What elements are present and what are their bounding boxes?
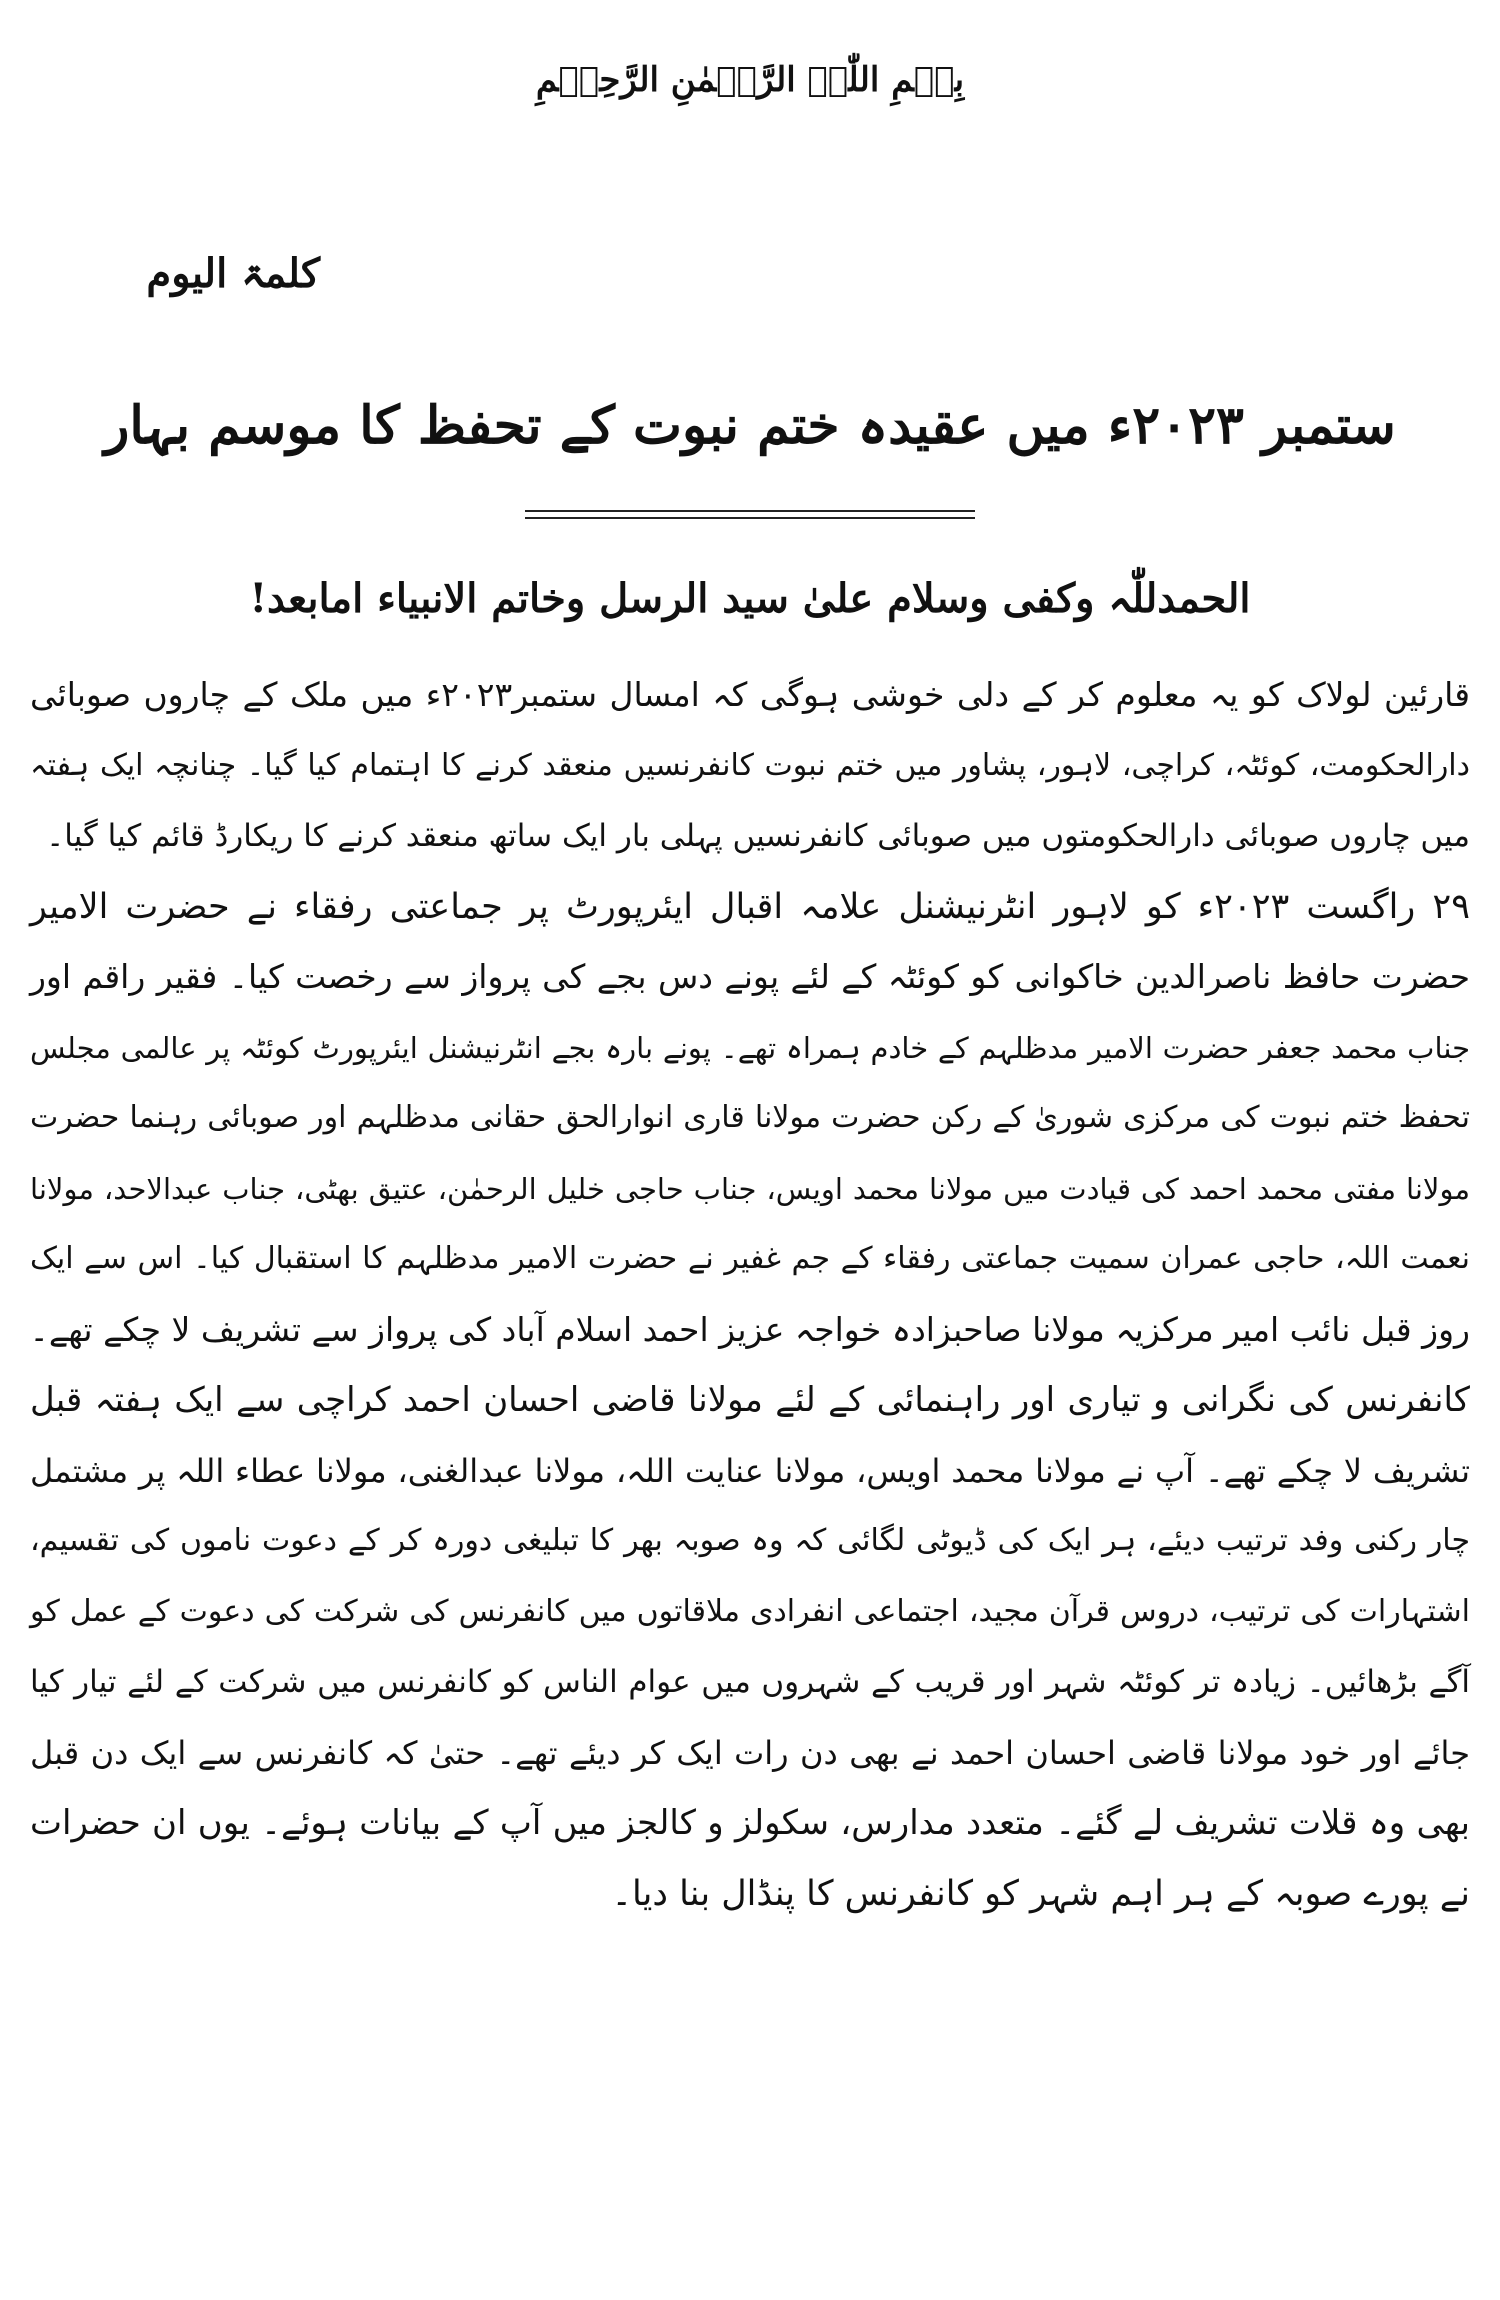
body-line: تحفظ ختم نبوت کی مرکزی شوریٰ کے رکن حضرت مولانا قاری انوارالحق حقانی مدظلہم اور صوبائی رہنما حضرت	[30, 1100, 1470, 1135]
body-line: روز قبل نائب امیر مرکزیہ مولانا صاحبزادہ خواجہ عزیز احمد اسلام آباد کی پرواز سے تشریف لا چکے تھے۔	[29, 1310, 1470, 1349]
body-line: بھی وہ قلات تشریف لے گئے۔ متعدد مدارس، سکولز و کالجز میں آپ کے بیانات ہوئے۔ یوں ان حضرات	[30, 1803, 1470, 1843]
body-line: آگے بڑھائیں۔ زیادہ تر کوئٹہ شہر اور قریب کے شہروں میں عوام الناس کو کانفرنس میں شرکت کے لئے تیار کیا	[30, 1664, 1470, 1700]
body-line: ۲۹ راگست ۲۰۲۳ء کو لاہور انٹرنیشنل علامہ اقبال ایئرپورٹ پر جماعتی رفقاء نے حضرت الامیر	[30, 887, 1470, 927]
article-title: ستمبر ۲۰۲۳ء میں عقیدہ ختم نبوت کے تحفظ کا موسم بہار	[104, 395, 1396, 456]
body-line: تشریف لا چکے تھے۔ آپ نے مولانا محمد اویس، مولانا عنایت اللہ، مولانا عبدالغنی، مولانا عطاء اللہ پر مشتمل	[30, 1452, 1470, 1490]
body-line: مولانا مفتی محمد احمد کی قیادت میں مولانا محمد اویس، جناب حاجی خلیل الرحمٰن، عتیق بھٹی، جناب عبدالاحد، مولانا	[30, 1172, 1470, 1206]
body-line: جناب محمد جعفر حضرت الامیر مدظلہم کے خادم ہمراہ تھے۔ پونے بارہ بجے انٹرنیشنل ایئرپورٹ کوئٹہ پر عالمی مجلس	[30, 1031, 1470, 1065]
body-line: چار رکنی وفد ترتیب دیئے، ہر ایک کی ڈیوٹی لگائی کہ وہ صوبہ بھر کا تبلیغی دورہ کر کے دعوت ناموں کی تقسیم،	[30, 1523, 1470, 1558]
body-line: دارالحکومت، کوئٹہ، کراچی، لاہور، پشاور میں ختم نبوت کانفرنسیں منعقد کرنے کا اہتمام کیا گیا۔ چنانچہ ایک ہفتہ	[30, 748, 1470, 783]
body-line: حضرت حافظ ناصرالدین خاکوانی کو کوئٹہ کے لئے پونے دس بجے کی پرواز سے رخصت کیا۔ فقیر راقم اور	[30, 957, 1470, 996]
body-line: نعمت اللہ، حاجی عمران سمیت جماعتی رفقاء کے جم غفیر نے حضرت الامیر مدظلہم کا استقبال کیا۔ اس سے ایک	[30, 1241, 1470, 1276]
title-underline	[525, 510, 975, 519]
body-line: جائے اور خود مولانا قاضی احسان احمد نے بھی دن رات ایک کر دیئے تھے۔ حتیٰ کہ کانفرنس سے ایک دن قبل	[30, 1734, 1470, 1772]
section-label: کلمۃ الیوم	[146, 250, 320, 297]
body-line: نے پورے صوبہ کے ہر اہم شہر کو کانفرنس کا پنڈال بنا دیا۔	[611, 1874, 1470, 1914]
body-line: اشتہارات کی ترتیب، دروس قرآن مجید، اجتماعی انفرادی ملاقاتوں میں کانفرنس کی شرکت کی دعوت کے عمل کو	[30, 1594, 1470, 1629]
opening-invocation: الحمدللّٰہ وکفی وسلام علیٰ سید الرسل وخاتم الانبیاء امابعد!	[249, 575, 1251, 622]
body-line: میں چاروں صوبائی دارالحکومتوں میں صوبائی کانفرنسیں پہلی بار ایک ساتھ منعقد کرنے کا ریکارڈ قائم کیا گیا۔	[46, 818, 1470, 854]
body-line: قارئین لولاک کو یہ معلوم کر کے دلی خوشی ہوگی کہ امسال ستمبر۲۰۲۳ء میں ملک کے چاروں صوبائی	[30, 675, 1471, 714]
body-line: کانفرنس کی نگرانی و تیاری اور راہنمائی کے لئے مولانا قاضی احسان احمد کراچی سے ایک ہفتہ قبل	[30, 1380, 1470, 1420]
bismillah-heading: بِسۡمِ اللّٰہِ الرَّحۡمٰنِ الرَّحِیۡمِ	[535, 60, 965, 100]
